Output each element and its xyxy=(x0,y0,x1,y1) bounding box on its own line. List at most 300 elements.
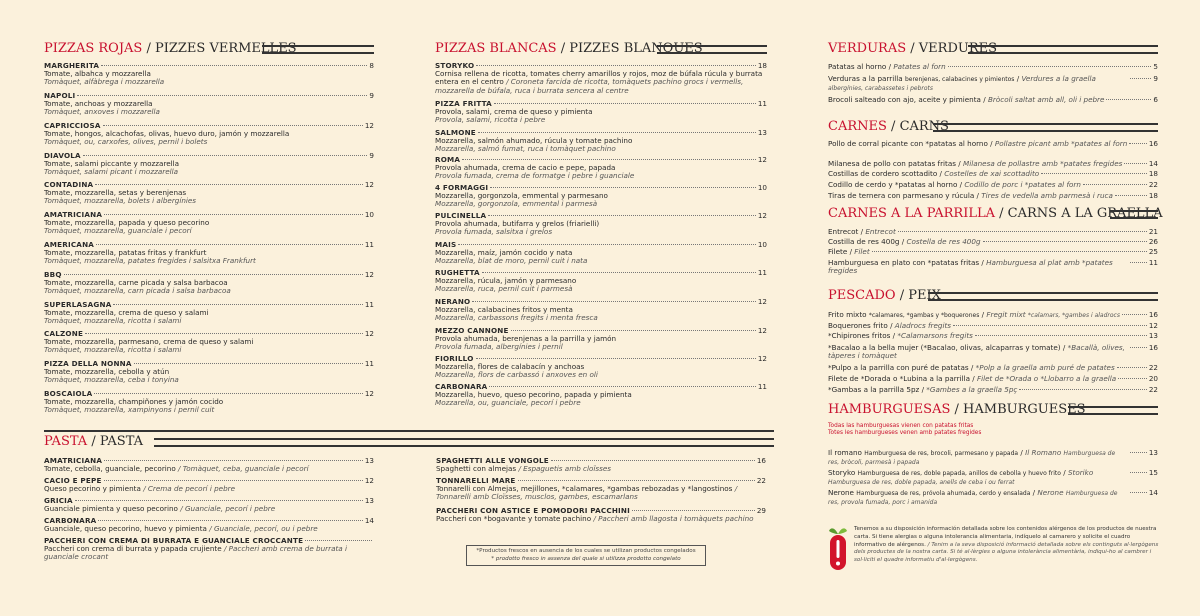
item-price: 22 xyxy=(1148,180,1158,189)
item-name-es: Boquerones frito xyxy=(828,321,888,330)
item-price: 12 xyxy=(757,297,767,306)
leader-dots xyxy=(551,460,755,461)
leader-dots xyxy=(98,520,362,521)
item-detail-es: *calamares, *gambas y *boquerones xyxy=(868,312,980,319)
item-translation: Provola, salami, ricotta i pebre xyxy=(435,116,546,125)
item-price: 10 xyxy=(757,183,767,192)
item-price: 12 xyxy=(757,326,767,335)
item-text: *Bacalao a la bella mujer (*Bacalao, olivas, alcaparras y tomate) / *Bacallà, olives, tàperes i tomàquet xyxy=(828,343,1125,361)
item-price: 9 xyxy=(369,151,374,160)
item-translation: / xyxy=(734,485,738,494)
item-name-ca: Codillo de porc i *patates al forn xyxy=(964,180,1081,189)
item-header xyxy=(828,449,1158,468)
item-price: 22 xyxy=(1148,363,1158,372)
item-description: Tomate, mozzarella, parmesano, crema de queso y salami xyxy=(44,338,254,347)
item-name: RUGHETTA xyxy=(435,268,480,277)
item-name-ca: Entrecot xyxy=(865,227,896,236)
item-name-es: Filete de *Dorada o *Lubina a la parrilla xyxy=(828,374,970,383)
item-price: 22 xyxy=(1148,385,1158,394)
item-description: Mozzarella, huevo, queso pecorino, papada y pimienta xyxy=(435,391,632,400)
item-text: Filete de *Dorada o *Lubina a la parrilla / Filet de *Orada o *Llobarro a la graella xyxy=(828,374,1117,383)
item-name: ROMA xyxy=(435,155,461,164)
item-translation: Provola fumada, salsitxa i grelos xyxy=(435,228,553,237)
item-text: Il romano Hamburguesa de res, brocoli, parmesano y papada / Il Romano Hamburguesa de res, bròcoli, parmesà i papada xyxy=(828,448,1116,467)
item-translation: / Guanciale, pecorí, ou i pebre xyxy=(209,525,318,534)
item-name: AMATRICIANA xyxy=(44,456,103,465)
leader-dots xyxy=(953,325,1147,326)
allergen-exclamation-icon xyxy=(828,524,848,572)
item-price: 16 xyxy=(1148,139,1158,148)
item-description: Tomate, salami piccante y mozzarella xyxy=(44,160,180,169)
item-description: Tomate, anchoas y mozzarella xyxy=(44,100,153,109)
item-header xyxy=(828,228,1158,236)
item-name-es: Nerone xyxy=(828,488,854,497)
item-translation: / Paccheri amb crema de burrata i xyxy=(223,545,347,554)
item-text: Storyko Hamburguesa de res, doble papada, anillos de cebolla y huevo frito / Storiko Hamburguesa de res, doble papada, anells de ceba i ou ferrat xyxy=(828,468,1094,487)
item-header xyxy=(828,332,1158,340)
item-header xyxy=(828,140,1158,148)
menu-item xyxy=(828,238,1158,246)
item-price: 13 xyxy=(1148,331,1158,340)
item-name-ca: Hamburguesa al plat amb *patates xyxy=(986,258,1113,267)
item-header xyxy=(828,170,1158,178)
item-translation: Tomàquet, mozzarella, ceba i tonyina xyxy=(44,376,179,385)
item-price: 12 xyxy=(757,211,767,220)
item-name-es: *Bacalao a la bella mujer (*Bacalao, olivas, alcaparras y tomate) xyxy=(828,343,1061,352)
item-translation: Tomàquet, alfàbrega i mozzarella xyxy=(44,78,165,87)
item-name-ca: fregides xyxy=(828,266,858,276)
title-rule xyxy=(154,438,774,447)
leader-dots xyxy=(1130,472,1147,473)
item-name: SALMONE xyxy=(435,128,476,137)
item-text: Filete / Filet xyxy=(828,247,870,256)
item-header xyxy=(828,322,1158,330)
item-price: 14 xyxy=(364,516,374,525)
item-description: Provola ahumada, crema de cacio e pepe, papada xyxy=(435,164,616,173)
item-price: 22 xyxy=(756,476,766,485)
item-name: TONNARELLI MARE xyxy=(436,476,516,485)
item-price: 11 xyxy=(1148,258,1158,267)
item-name: NERANO xyxy=(435,297,471,306)
item-translation: Tomàquet, mozzarella, carn picada i salsa barbacoa xyxy=(44,287,231,296)
hamburguesas-title: HAMBURGUESAS / HAMBURGUESES xyxy=(828,402,1086,417)
item-translation: guanciale crocant xyxy=(44,553,109,562)
item-name: BOSCAIOLA xyxy=(44,389,93,398)
item-description: Tomate, mozzarella, champiñones y jamón cocido xyxy=(44,398,224,407)
item-description xyxy=(436,465,766,473)
item-price: 14 xyxy=(1148,159,1158,168)
item-translation: Tomàquet, anxoves i mozzarella xyxy=(44,108,160,117)
item-header xyxy=(44,457,374,465)
item-detail-es: Hamburguesa de res, próvola ahumada, cerdo y ensalada xyxy=(856,490,1031,497)
item-description: Cornisa rellena de ricotta, tomates cherry amarillos y rojos, moz de búfala rúcula y burrata xyxy=(435,70,763,79)
item-translation: Tomàquet, mozzarella, ricotta i salami xyxy=(44,317,182,326)
menu-item xyxy=(828,489,1158,508)
item-name-ca: *Gambes a la graella 5pç xyxy=(926,385,1018,394)
item-price: 8 xyxy=(369,61,374,70)
menu-item xyxy=(44,517,374,533)
frozen-products-note: *Productos frescos en ausencia de los cuales se utilizan productos congelados * prodotto fresco in assenza del quale si utilizza prodotto congelato xyxy=(466,545,706,566)
item-description-text: Tomate, cebolla, guanciale, pecorino xyxy=(44,465,176,474)
item-translation: Tomàquet, salami picant i mozzarella xyxy=(44,168,179,177)
menu-item xyxy=(828,140,1158,148)
item-price: 9 xyxy=(369,91,374,100)
item-name: PIZZA FRITTA xyxy=(435,99,492,108)
menu-item xyxy=(828,160,1158,168)
item-name: PULCINELLA xyxy=(435,211,487,220)
item-name-ca: *Polp a la graella amb puré de patates xyxy=(975,363,1115,372)
leader-dots xyxy=(983,241,1147,242)
item-name-ca: Verdures a la graella xyxy=(1021,74,1096,83)
item-translation: Provola fumada, albergínies i pernil xyxy=(435,343,563,352)
pizzas-blancas-title: PIZZAS BLANCAS / PIZZES BLANQUES xyxy=(435,41,703,56)
item-price: 12 xyxy=(364,476,374,485)
item-translation: / Paccheri amb llagosta i tomàquets pachino xyxy=(593,515,754,524)
item-header xyxy=(828,344,1158,361)
item-name: CAPRICCIOSA xyxy=(44,121,101,130)
leader-dots xyxy=(1083,184,1147,185)
item-price: 21 xyxy=(1148,227,1158,236)
right-column xyxy=(828,0,1163,616)
item-name-es: Costillas de cordero scottadito xyxy=(828,169,938,178)
item-description: Tomate, mozzarella, patatas fritas y frankfurt xyxy=(44,249,207,258)
parrilla-title: CARNES A LA PARRILLA / CARNS A LA GRAELLA xyxy=(828,206,1163,221)
item-description-part: entera en el centro xyxy=(435,78,504,87)
item-description: Tomate, mozzarella, cebolla y atún xyxy=(44,368,170,377)
item-description: Mozzarella, calabacines fritos y menta xyxy=(435,306,573,315)
item-translation: Mozzarella, blat de moro, pernil cuit i nata xyxy=(435,257,588,266)
item-name-es: *Gambas a la parrilla 5pz xyxy=(828,385,920,394)
item-header xyxy=(828,469,1158,488)
item-description xyxy=(44,465,374,473)
item-name: SUPERLASAGNA xyxy=(44,300,112,309)
item-description-text: Guanciale pimienta y queso pecorino xyxy=(44,505,178,514)
item-detail-ca: Hamburguesa de res, bròcoli, parmesà i papada xyxy=(828,450,1116,467)
menu-item xyxy=(436,477,766,502)
item-price: 13 xyxy=(757,128,767,137)
item-header xyxy=(828,311,1158,320)
menu-item xyxy=(828,311,1158,320)
item-price: 9 xyxy=(1153,74,1158,83)
item-price: 12 xyxy=(757,354,767,363)
item-detail-ca: albergínies, carabassetes i pebrots xyxy=(828,85,934,93)
item-description: Provola ahumada, butifarra y grelos (friarielli) xyxy=(435,220,600,229)
item-description: Mozzarella, rúcula, jamón y parmesano xyxy=(435,277,577,286)
item-price: 12 xyxy=(757,155,767,164)
item-header xyxy=(44,497,374,505)
item-name-es: Il romano xyxy=(828,448,862,457)
item-name-ca: Patates al forn xyxy=(893,62,946,71)
menu-item xyxy=(828,375,1158,383)
item-description xyxy=(436,515,766,523)
item-name: CACIO E PEPE xyxy=(44,476,102,485)
pasta-top-divider xyxy=(44,430,774,432)
item-translation: Tonnarelli amb Cloïsses, musclos, gambes, escamarlans xyxy=(436,493,638,502)
item-translation: / Tomàquet, ceba, guanciale i pecorí xyxy=(178,465,309,474)
item-text: Brocoli salteado con ajo, aceite y pimienta / Bròcoli saltat amb all, oli i pebre xyxy=(828,95,1105,104)
item-name: NAPOLI xyxy=(44,91,76,100)
item-name-es: *Chipirones fritos xyxy=(828,331,891,340)
pasta-section xyxy=(44,0,774,616)
item-price: 10 xyxy=(757,240,767,249)
item-translation: Tomàquet, mozzarella, ricotta i salami xyxy=(44,346,182,355)
item-name-es: Tiras de ternera con parmesano y rúcula xyxy=(828,191,975,200)
menu-item xyxy=(828,228,1158,236)
leader-dots xyxy=(975,335,1147,336)
item-name-es: Verduras a la parrilla xyxy=(828,74,903,83)
leader-dots xyxy=(1124,163,1146,164)
item-translation: Tomàquet, mozzarella, bolets i albergínies xyxy=(44,197,197,206)
menu-item xyxy=(828,170,1158,178)
item-name: SPAGHETTI ALLE VONGOLE xyxy=(436,456,549,465)
item-price: 11 xyxy=(757,382,767,391)
menu-item xyxy=(828,364,1158,372)
title-rule xyxy=(928,292,1158,301)
pescado-title: PESCADO / PEIX xyxy=(828,288,941,303)
item-price: 16 xyxy=(1148,310,1158,319)
title-rule xyxy=(968,45,1158,54)
item-name-ca: Bròcoli saltat amb all, oli i pebre xyxy=(987,95,1105,104)
leader-dots xyxy=(1130,262,1147,263)
item-text: Nerone Hamburguesa de res, próvola ahumada, cerdo y ensalada / Nerone Hamburguesa de res, provola fumada, porc i amanida xyxy=(828,488,1118,507)
item-name-ca: *Calamarsons fregits xyxy=(897,331,973,340)
menu-item xyxy=(828,96,1158,104)
item-translation: Tomàquet, ou, carxofes, olives, pernil i bolets xyxy=(44,138,208,147)
item-text: Codillo de cerdo y *patatas al horno / Codillo de porc i *patates al forn xyxy=(828,180,1081,189)
item-description: Tomate, mozzarella, crema de queso y salami xyxy=(44,309,209,318)
item-price: 11 xyxy=(757,99,767,108)
item-description: Tomate, mozzarella, carne picada y salsa barbacoa xyxy=(44,279,228,288)
leader-dots xyxy=(898,231,1147,232)
item-text: Boquerones frito / Aladrocs fregits xyxy=(828,321,952,330)
menu-item xyxy=(44,477,374,493)
menu-item xyxy=(828,469,1158,488)
item-detail-ca: *calamars, *gambes i aladrocs xyxy=(1027,312,1120,319)
menu-item xyxy=(436,457,766,473)
item-translation: / Crema de pecorí i pebre xyxy=(143,485,236,494)
item-price: 10 xyxy=(364,210,374,219)
item-name-es: Codillo de cerdo y *patatas al horno xyxy=(828,180,958,189)
item-description-text: Tonnarelli con Almejas, mejillones, *calamares, *gambas rebozadas y *langostinos xyxy=(436,485,733,494)
item-name-es: Costilla de res 400g xyxy=(828,237,900,246)
item-name-es: Milanesa de pollo con patatas fritas xyxy=(828,159,956,168)
item-translation: Mozzarella, salmó fumat, ruca i tomàquet pachino xyxy=(435,145,616,154)
item-name-es: Patatas al horno xyxy=(828,62,887,71)
item-translation: Tomàquet, mozzarella, xampinyons i pernil cuit xyxy=(44,406,215,415)
item-description xyxy=(44,485,374,493)
item-name-es: Frito mixto xyxy=(828,310,867,319)
item-name: CARBONARA xyxy=(435,382,488,391)
item-price: 16 xyxy=(756,456,766,465)
item-name: STORYKO xyxy=(435,61,475,70)
item-header xyxy=(828,248,1158,256)
item-header xyxy=(44,477,374,485)
item-price: 14 xyxy=(1148,488,1158,497)
item-price: 6 xyxy=(1153,95,1158,104)
item-description: Provola, salami, crema de queso y pimienta xyxy=(435,108,593,117)
menu-item xyxy=(828,449,1158,468)
item-name-ca: Pollastre picant amb *patates al forn xyxy=(994,139,1128,148)
menu-item xyxy=(44,497,374,513)
title-rule xyxy=(1068,406,1158,415)
item-name: DIAVOLA xyxy=(44,151,81,160)
item-header xyxy=(436,477,766,485)
item-name-ca: Costella de res 400g xyxy=(906,237,981,246)
item-name: AMATRICIANA xyxy=(44,210,103,219)
item-name-ca: Fregit mixt xyxy=(986,310,1026,319)
menu-item xyxy=(828,192,1158,200)
pasta-title: PASTA / PASTA xyxy=(44,434,144,449)
item-description: Mozzarella, gorgonzola, emmental y parmesano xyxy=(435,192,608,201)
menu-item xyxy=(44,537,374,562)
item-description xyxy=(44,545,374,553)
item-translation: mozzarella de búfala, ruca i burrata sencera al centre xyxy=(435,86,629,95)
item-translation: Mozzarella, ruca, pernil cuit i parmesà xyxy=(435,285,573,294)
item-text: Verduras a la parrilla berenjenas, calabacines y pimientos / Verdures a la graella albergínies, carabassetes i pebrots xyxy=(828,74,1096,93)
item-header xyxy=(828,259,1158,276)
item-price: 16 xyxy=(1148,343,1158,352)
menu-item xyxy=(828,322,1158,330)
title-rule xyxy=(1110,210,1158,219)
item-name-ca: Il Romano xyxy=(1025,448,1062,457)
hamburguesas-subtitle: Todas las hamburguesas vienen con patatas fritas Totes les hamburgueses venen amb patates fregides xyxy=(828,423,982,436)
item-translation: Provola fumada, crema de formatge i pebre i guanciale xyxy=(435,172,635,181)
leader-dots xyxy=(1130,78,1151,79)
leader-dots xyxy=(872,251,1147,252)
leader-dots xyxy=(104,480,363,481)
item-name-es: Pollo de corral picante con *patatas al horno xyxy=(828,139,988,148)
item-name-ca: *Bacallà, olives, tàperes i tomàquet xyxy=(828,343,1125,361)
item-detail-es: Hamburguesa de res, brocoli, parmesano y papada xyxy=(864,450,1019,457)
item-price: 12 xyxy=(364,389,374,398)
item-header xyxy=(828,192,1158,200)
item-name: PACCHERI CON CREMA DI BURRATA E GUANCIALE CROCCANTE xyxy=(44,536,304,545)
item-name-es: Hamburguesa en plato con *patatas fritas xyxy=(828,258,980,267)
item-price: 5 xyxy=(1153,62,1158,71)
leader-dots xyxy=(1106,99,1151,100)
menu-item xyxy=(828,248,1158,256)
menu-item xyxy=(828,259,1158,276)
leader-dots xyxy=(1130,452,1147,453)
item-header xyxy=(828,63,1158,71)
item-name: BBQ xyxy=(44,270,62,279)
leader-dots xyxy=(632,510,755,511)
menu-item xyxy=(436,507,766,523)
leader-dots xyxy=(1115,195,1147,196)
leader-dots xyxy=(1041,173,1147,174)
item-price: 18 xyxy=(1148,191,1158,200)
item-translation: / Espaguetis amb cloïsses xyxy=(518,465,612,474)
item-text: Costillas de cordero scottadito / Costelles de xai scottadito xyxy=(828,169,1040,178)
item-translation: / Coroneta farcida de ricotta, tomàquets pachino grocs i vermells, xyxy=(506,78,744,87)
item-name-es: Storyko xyxy=(828,468,856,477)
item-detail-ca: Hamburguesa de res, provola fumada, porc i amanida xyxy=(828,490,1118,507)
item-price: 12 xyxy=(364,329,374,338)
item-text: Frito mixto *calamares, *gambas y *boquerones / Fregit mixt *calamars, *gambes i aladrocs xyxy=(828,310,1120,319)
item-name-ca: Nerone xyxy=(1037,488,1064,497)
item-text: Tiras de ternera con parmesano y rúcula / Tires de vedella amb parmesà i ruca xyxy=(828,191,1113,200)
item-description: Provola ahumada, berenjenas a la parrilla y jamón xyxy=(435,335,617,344)
item-name: PIZZA DELLA NONNA xyxy=(44,359,132,368)
leader-dots xyxy=(518,480,755,481)
verduras-title: VERDURAS / VERDURES xyxy=(828,41,998,56)
item-description: Mozzarella, flores de calabacín y anchoas xyxy=(435,363,585,372)
item-price: 12 xyxy=(364,180,374,189)
item-header xyxy=(828,96,1158,104)
item-header xyxy=(828,238,1158,246)
item-name: CONTADINA xyxy=(44,180,94,189)
leader-dots xyxy=(1019,389,1146,390)
item-price: 20 xyxy=(1148,374,1158,383)
item-name: PACCHERI CON ASTICE E POMODORI PACCHINI xyxy=(436,506,630,515)
item-translation: Tomàquet, mozzarella, patates fregides i salsitxa Frankfurt xyxy=(44,257,256,266)
item-name: GRICIA xyxy=(44,496,73,505)
leader-dots xyxy=(948,66,1152,67)
item-description: Tomate, hongos, alcachofas, olivas, huevo duro, jamón y mozzarella xyxy=(44,130,290,139)
item-text: Hamburguesa en plato con *patatas fritas / Hamburguesa al plat amb *patates fregides xyxy=(828,258,1113,276)
leader-dots xyxy=(104,460,363,461)
item-name-es: Entrecot xyxy=(828,227,859,236)
item-translation: Tomàquet, mozzarella, guanciale i pecorí xyxy=(44,227,192,236)
item-price: 12 xyxy=(364,121,374,130)
item-translation: Mozzarella, carbassons fregits i menta fresca xyxy=(435,314,598,323)
item-name-es: Brocoli salteado con ajo, aceite y pimienta xyxy=(828,95,981,104)
menu-item xyxy=(828,344,1158,361)
leader-dots xyxy=(1130,492,1147,493)
menu-item xyxy=(828,386,1158,394)
item-header xyxy=(828,386,1158,394)
item-description xyxy=(44,505,374,513)
item-name-ca: Milanesa de pollastre amb *patates fregides xyxy=(963,159,1123,168)
item-header xyxy=(828,181,1158,189)
item-translation: Mozzarella, gorgonzola, emmental i parmesà xyxy=(435,200,598,209)
item-price: 11 xyxy=(757,268,767,277)
item-detail-ca: Hamburguesa de res, doble papada, anells de ceba i ou ferrat xyxy=(828,479,1015,487)
item-price: 12 xyxy=(1148,321,1158,330)
menu-item xyxy=(828,75,1158,94)
pizzas-rojas-title: PIZZAS ROJAS / PIZZES VERMELLES xyxy=(44,41,297,56)
item-text: *Chipirones fritos / *Calamarsons fregits xyxy=(828,331,973,340)
item-price: 25 xyxy=(1148,247,1158,256)
item-description-text: Guanciale, queso pecorino, huevo y pimienta xyxy=(44,525,207,534)
leader-dots xyxy=(1117,367,1147,368)
item-name-es: *Pulpo a la parrilla con puré de patatas xyxy=(828,363,969,372)
leader-dots xyxy=(1130,347,1147,348)
item-price: 29 xyxy=(756,506,766,515)
item-price: 13 xyxy=(364,456,374,465)
item-header xyxy=(828,375,1158,383)
item-price: 18 xyxy=(1148,169,1158,178)
item-header xyxy=(828,160,1158,168)
leader-dots xyxy=(1129,143,1147,144)
item-name-es: Filete xyxy=(828,247,848,256)
item-price: 11 xyxy=(364,359,374,368)
item-name-ca: Storiko xyxy=(1067,468,1094,477)
item-name: AMERICANA xyxy=(44,240,95,249)
item-text: Entrecot / Entrecot xyxy=(828,227,896,236)
item-text: Patatas al horno / Patates al forn xyxy=(828,62,946,71)
item-description-text: Spaghetti con almejas xyxy=(436,465,517,474)
title-rule xyxy=(933,123,1158,132)
item-detail-es: berenjenas, calabacines y pimientos xyxy=(904,76,1015,83)
item-header xyxy=(436,507,766,515)
item-price: 13 xyxy=(1148,448,1158,457)
allergen-notice: Tenemos a su disposición información detallada sobre los contenidos alérgenos de los productos de nuestra carta. Si tiene alergias o alguna intolerancia alimentaria, indíquelo al camarero y solicite el cuadro informativo de alérgenos. / Tenim a la seva disposició informació detallada sobre els continguts al·lergògens dels productes de la nostra carta. Si té al·lèrgies o alguna intolerància alimentària, indiqui-ho al cambrer i sol·liciti el quadre informatiu d'al·lergògens. xyxy=(854,526,1159,564)
item-header xyxy=(44,517,374,525)
item-description: Mozzarella, maíz, jamón cocido y nata xyxy=(435,249,573,258)
menu-item xyxy=(44,457,374,473)
item-name: CARBONARA xyxy=(44,516,97,525)
